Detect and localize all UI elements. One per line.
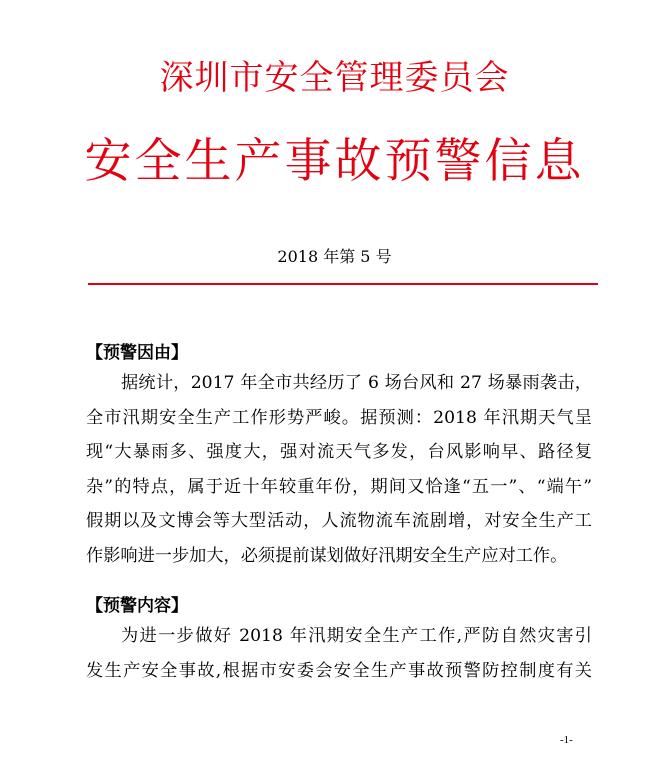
document-title: 安全生产事故预警信息 xyxy=(84,134,585,189)
paragraph-line: 据统计，2017 年全市共经历了 6 场台风和 27 场暴雨袭击， xyxy=(121,373,592,393)
paragraph-warning-content xyxy=(86,619,592,688)
section-heading-warning-cause: 【预警因由】 xyxy=(86,343,188,363)
paragraph-line: 现“大暴雨多、强度大，强对流天气多发，台风影响早、路径复 xyxy=(86,442,592,462)
issue-number: 2018 年第 5 号 xyxy=(277,247,392,266)
paragraph-line: 作影响进一步加大，必须提前谋划做好汛期安全生产应对工作。 xyxy=(86,545,568,566)
paragraph-line: 全市汛期安全生产工作形势严峻。据预测：2018 年汛期天气呈 xyxy=(86,407,592,428)
issuing-organization: 深圳市安全管理委员会 xyxy=(159,58,510,98)
paragraph-line: 发生产安全事故,根据市安委会安全生产事故预警防控制度有关 xyxy=(86,660,592,681)
red-divider-line xyxy=(88,283,598,285)
section-heading-warning-content: 【预警内容】 xyxy=(86,596,188,616)
page-number: -1- xyxy=(560,734,573,746)
paragraph-line: 假期以及文博会等大型活动，人流物流车流剧增，对安全生产工 xyxy=(86,511,592,531)
paragraph-line: 为进一步做好 2018 年汛期安全生产工作,严防自然灾害引 xyxy=(121,626,592,646)
paragraph-warning-cause xyxy=(86,366,592,573)
paragraph-line: 杂”的特点，属于近十年较重年份，期间又恰逢“五一”、“端午” xyxy=(86,476,592,497)
